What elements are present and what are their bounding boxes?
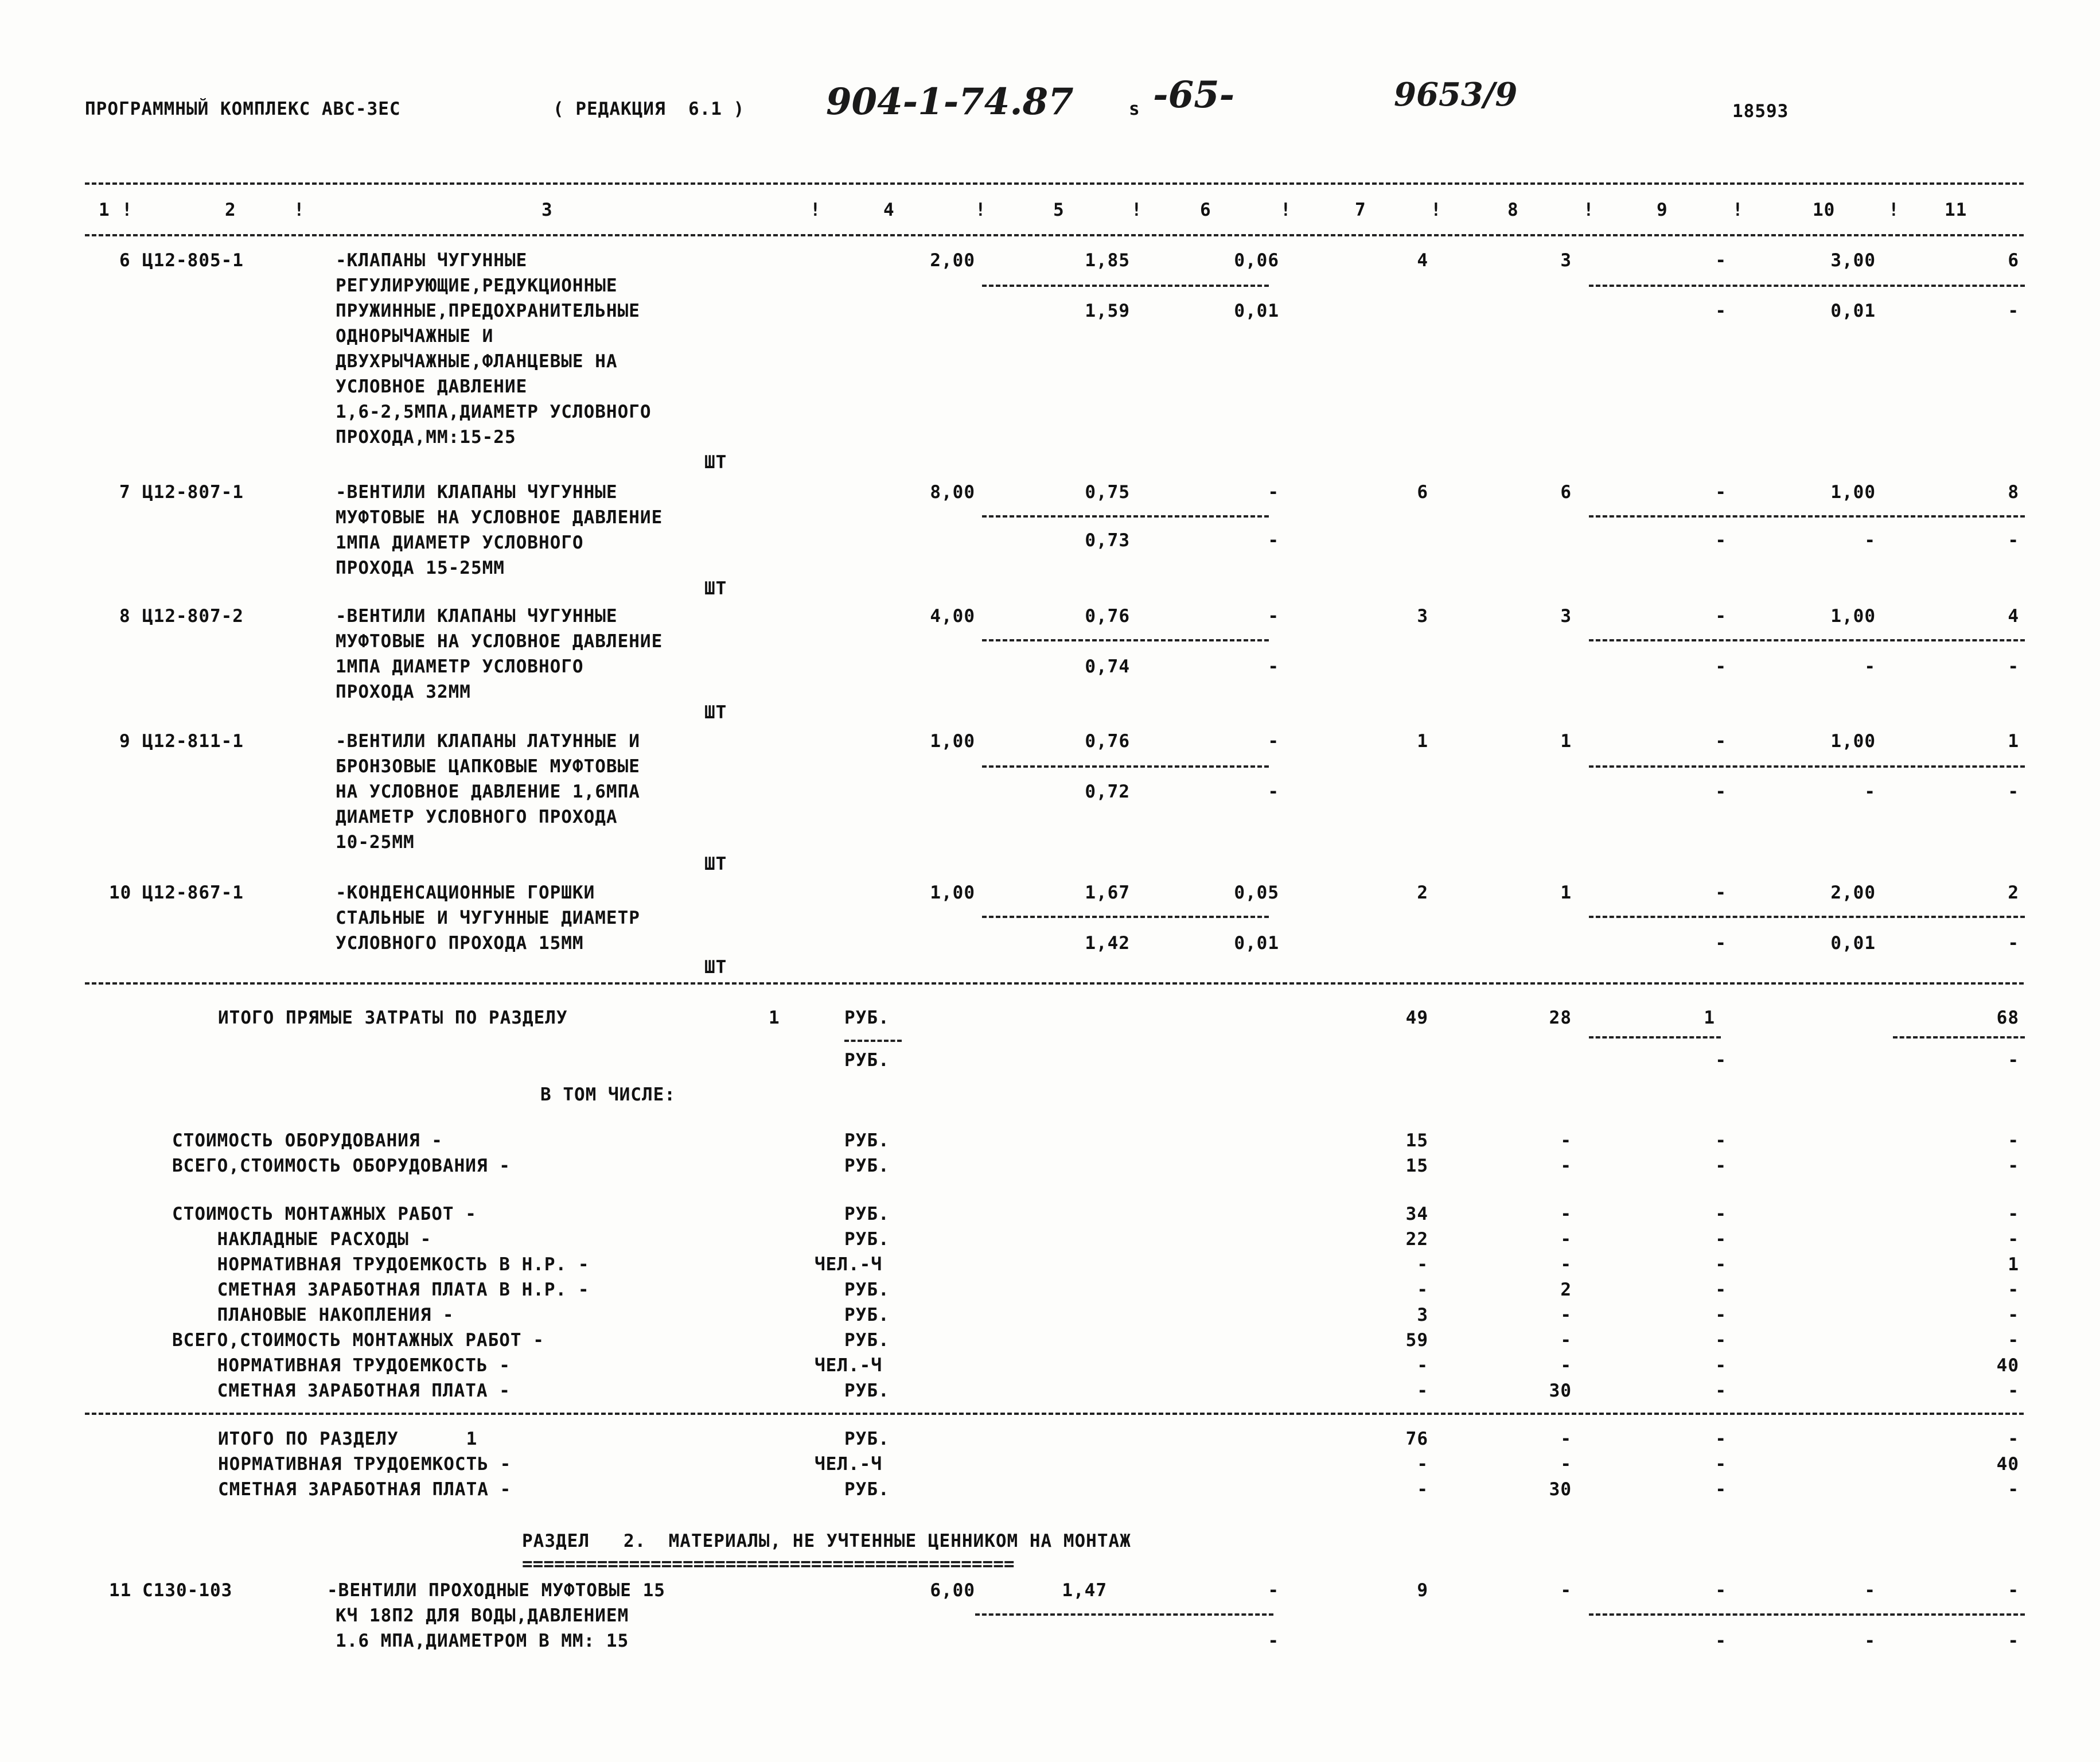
item-cost-col8: 3 xyxy=(1560,606,1572,627)
item-cost-col9: - xyxy=(1715,482,1727,503)
item-name-line: РЕГУЛИРУЮЩИЕ,РЕДУКЦИОННЫЕ xyxy=(336,275,618,296)
col-sep: ! xyxy=(1280,200,1292,220)
item-cost-col9: - xyxy=(1715,250,1727,271)
item-cost-col6: 0,05 xyxy=(1234,882,1279,903)
item-cost-col11: 4 xyxy=(2008,606,2019,627)
item-cost-col6: - xyxy=(1268,731,1279,752)
breakdown-label: СМЕТНАЯ ЗАРАБОТНАЯ ПЛАТА В Н.Р. - xyxy=(172,1279,590,1300)
breakdown-unit: РУБ. xyxy=(844,1229,890,1250)
breakdown-col8: 2 xyxy=(1560,1279,1572,1300)
col-6: 6 xyxy=(1200,200,1211,220)
item-wage-col5: 0,73 xyxy=(1085,530,1130,551)
item-wage-col5: 1,42 xyxy=(1085,933,1130,954)
item-unit: ШТ xyxy=(704,578,727,599)
item-cost-col5: 1,85 xyxy=(1085,250,1130,271)
sub-rule xyxy=(982,515,1269,518)
breakdown-col8: - xyxy=(1560,1229,1572,1250)
item-cost-col9: - xyxy=(1715,731,1727,752)
including-label: В ТОМ ЧИСЛЕ: xyxy=(540,1084,676,1105)
breakdown-col7: 59 xyxy=(1405,1330,1428,1351)
item-cost-col11: 6 xyxy=(2008,250,2019,271)
item-wage-col6: - xyxy=(1268,656,1279,677)
sub-rule xyxy=(844,1040,902,1042)
item-name-line: НА УСЛОВНОЕ ДАВЛЕНИЕ 1,6МПА xyxy=(336,781,640,802)
item-wage-col9: - xyxy=(1715,933,1727,954)
item-name-line: -КЛАПАНЫ ЧУГУННЫЕ xyxy=(336,250,528,271)
section-total-col11: - xyxy=(2008,1479,2019,1500)
item-number: 6 xyxy=(119,250,131,271)
item-number: 9 xyxy=(119,731,131,752)
item-cost-col5: 0,76 xyxy=(1085,606,1130,627)
breakdown-col8: - xyxy=(1560,1204,1572,1224)
item-wage-col10: 0,01 xyxy=(1830,933,1876,954)
section-total-col9: - xyxy=(1715,1454,1727,1475)
item-wage-col10: - xyxy=(1864,656,1876,677)
item-cost-col10: 1,00 xyxy=(1830,482,1876,503)
item-wage-col6: 0,01 xyxy=(1234,933,1279,954)
breakdown-col11: 40 xyxy=(1996,1355,2019,1376)
item-cost-col9: - xyxy=(1715,882,1727,903)
breakdown-label: ПЛАНОВЫЕ НАКОПЛЕНИЯ - xyxy=(172,1305,454,1325)
rule-header-bottom xyxy=(85,234,2024,236)
section-total-col9: - xyxy=(1715,1429,1727,1449)
breakdown-col11: - xyxy=(2008,1130,2019,1151)
breakdown-unit: РУБ. xyxy=(844,1130,890,1151)
breakdown-col9: - xyxy=(1715,1279,1727,1300)
breakdown-col9: - xyxy=(1715,1254,1727,1275)
item-name-line: ОДНОРЫЧАЖНЫЕ И xyxy=(336,326,494,347)
item-name-line: 1,6-2,5МПА,ДИАМЕТР УСЛОВНОГО xyxy=(336,402,652,422)
breakdown-col8: 30 xyxy=(1549,1380,1572,1401)
breakdown-unit: ЧЕЛ.-Ч xyxy=(815,1254,882,1275)
item-cost-col7: 2 xyxy=(1417,882,1428,903)
sub-rule xyxy=(1893,1036,2025,1038)
item-cost-col6: 0,06 xyxy=(1234,250,1279,271)
item-cost-col10: 3,00 xyxy=(1830,250,1876,271)
col-sep: ! xyxy=(1431,200,1442,220)
item-code: Ц12-811-1 xyxy=(142,731,244,752)
col-sep: ! xyxy=(1888,200,1900,220)
col-sep: ! xyxy=(1732,200,1744,220)
item-name-line: ПРОХОДА,ММ:15-25 xyxy=(336,427,516,448)
item-wage-col9: - xyxy=(1715,656,1727,677)
section-total-col8: - xyxy=(1560,1454,1572,1475)
item-quantity: 1,00 xyxy=(930,882,975,903)
section-total-label: НОРМАТИВНАЯ ТРУДОЕМКОСТЬ - xyxy=(218,1454,512,1475)
item-name-line: -КОНДЕНСАЦИОННЫЕ ГОРШКИ xyxy=(336,882,595,903)
item-name-line: БРОНЗОВЫЕ ЦАПКОВЫЕ МУФТОВЫЕ xyxy=(336,756,640,777)
section-total-col8: 30 xyxy=(1549,1479,1572,1500)
item-cost-col9: - xyxy=(1715,606,1727,627)
item-code: Ц12-805-1 xyxy=(142,250,244,271)
item-name-line: СТАЛЬНЫЕ И ЧУГУННЫЕ ДИАМЕТР xyxy=(336,908,640,928)
col-sep: ! xyxy=(810,200,821,220)
item-code: Ц12-807-1 xyxy=(142,482,244,503)
section-total-col8: - xyxy=(1560,1429,1572,1449)
item-cost-col8: 6 xyxy=(1560,482,1572,503)
item-wage-col11: - xyxy=(2008,301,2019,321)
item-wage-col11: - xyxy=(2008,933,2019,954)
item-code: Ц12-867-1 xyxy=(142,882,244,903)
item-wage-col9: - xyxy=(1715,1631,1727,1651)
breakdown-col11: - xyxy=(2008,1204,2019,1224)
col-1: 1 xyxy=(99,200,110,220)
col-10: 10 xyxy=(1813,200,1836,220)
breakdown-col9: - xyxy=(1715,1229,1727,1250)
item-cost-col7: 6 xyxy=(1417,482,1428,503)
item-wage-col5: 0,72 xyxy=(1085,781,1130,802)
col-3: 3 xyxy=(541,200,553,220)
item-number: 10 xyxy=(109,882,132,903)
item-name-line: МУФТОВЫЕ НА УСЛОВНОЕ ДАВЛЕНИЕ xyxy=(336,507,663,528)
sub-rule xyxy=(982,639,1269,641)
item-quantity: 6,00 xyxy=(930,1580,975,1601)
total-col8: 28 xyxy=(1549,1008,1572,1028)
col-2: 2 xyxy=(225,200,236,220)
item-name-line: КЧ 18П2 ДЛЯ ВОДЫ,ДАВЛЕНИЕМ xyxy=(336,1605,629,1626)
breakdown-col9: - xyxy=(1715,1204,1727,1224)
breakdown-label: НАКЛАДНЫЕ РАСХОДЫ - xyxy=(172,1229,432,1250)
section-2-title: РАЗДЕЛ 2. МАТЕРИАЛЫ, НЕ УЧТЕННЫЕ ЦЕННИКОМ НА МОНТАЖ xyxy=(522,1531,1131,1551)
col-4: 4 xyxy=(883,200,895,220)
sub-rule xyxy=(1589,285,2025,287)
item-name-line: ПРОХОДА 15-25ММ xyxy=(336,558,505,578)
item-wage-col10: - xyxy=(1864,530,1876,551)
breakdown-label: НОРМАТИВНАЯ ТРУДОЕМКОСТЬ - xyxy=(172,1355,511,1376)
sub-rule xyxy=(982,765,1269,768)
item-number: 8 xyxy=(119,606,131,627)
breakdown-col7: 15 xyxy=(1405,1156,1428,1176)
breakdown-col7: - xyxy=(1417,1279,1428,1300)
item-name-line: -ВЕНТИЛИ КЛАПАНЫ ЧУГУННЫЕ xyxy=(336,606,618,627)
item-cost-col11: 1 xyxy=(2008,731,2019,752)
item-wage-col10: - xyxy=(1864,781,1876,802)
section-2-underline: ============================================== xyxy=(522,1554,1015,1574)
item-cost-col10: 1,00 xyxy=(1830,606,1876,627)
breakdown-unit: РУБ. xyxy=(844,1380,890,1401)
item-name-line: ПРУЖИННЫЕ,ПРЕДОХРАНИТЕЛЬНЫЕ xyxy=(336,301,640,321)
section-total-col7: - xyxy=(1417,1454,1428,1475)
item-cost-col5: 0,75 xyxy=(1085,482,1130,503)
section-total-unit: РУБ. xyxy=(844,1429,890,1449)
item-unit: ШТ xyxy=(704,702,727,723)
item-wage-col11: - xyxy=(2008,530,2019,551)
doc-number-handwritten: 9653/9 xyxy=(1394,76,1518,114)
section-total-col11: - xyxy=(2008,1429,2019,1449)
item-cost-col5: 1,67 xyxy=(1085,882,1130,903)
section-total-col7: 76 xyxy=(1405,1429,1428,1449)
col-sep: ! xyxy=(294,200,305,220)
section-total-label: СМЕТНАЯ ЗАРАБОТНАЯ ПЛАТА - xyxy=(218,1479,512,1500)
item-code: Ц12-807-2 xyxy=(142,606,244,627)
item-name-line: МУФТОВЫЕ НА УСЛОВНОЕ ДАВЛЕНИЕ xyxy=(336,631,663,652)
breakdown-col8: - xyxy=(1560,1254,1572,1275)
item-cost-col5: 1,47 xyxy=(1062,1580,1107,1601)
edition-label: ( РЕДАКЦИЯ 6.1 ) xyxy=(553,99,745,119)
sub-rule xyxy=(982,285,1269,287)
breakdown-col8: - xyxy=(1560,1355,1572,1376)
item-unit: ШТ xyxy=(704,854,727,874)
breakdown-unit: РУБ. xyxy=(844,1305,890,1325)
breakdown-col7: 15 xyxy=(1405,1130,1428,1151)
sub-rule xyxy=(1589,916,2025,918)
item-wage-col9: - xyxy=(1715,781,1727,802)
sub-rule xyxy=(1589,765,2025,768)
breakdown-col7: - xyxy=(1417,1355,1428,1376)
item-quantity: 4,00 xyxy=(930,606,975,627)
sub-rule xyxy=(1589,639,2025,641)
item-cost-col7: 1 xyxy=(1417,731,1428,752)
total-unit: РУБ. xyxy=(844,1008,890,1028)
item-cost-col8: 1 xyxy=(1560,882,1572,903)
item-name-line: -ВЕНТИЛИ КЛАПАНЫ ЧУГУННЫЕ xyxy=(336,482,618,503)
item-cost-col11: - xyxy=(2008,1580,2019,1601)
section-total-col7: - xyxy=(1417,1479,1428,1500)
item-cost-col8: - xyxy=(1560,1580,1572,1601)
total-col9: 1 xyxy=(1704,1008,1715,1028)
sub-rule xyxy=(1589,1036,1721,1038)
item-unit: ШТ xyxy=(704,452,727,473)
sub-rule xyxy=(1589,515,2025,518)
sub-rule xyxy=(982,916,1269,918)
breakdown-label: СМЕТНАЯ ЗАРАБОТНАЯ ПЛАТА - xyxy=(172,1380,511,1401)
item-name-line: -ВЕНТИЛИ КЛАПАНЫ ЛАТУННЫЕ И xyxy=(336,731,640,752)
col-5: 5 xyxy=(1053,200,1065,220)
item-wage-col11: - xyxy=(2008,781,2019,802)
col-11: 11 xyxy=(1945,200,1967,220)
item-name-line: ДВУХРЫЧАЖНЫЕ,ФЛАНЦЕВЫЕ НА xyxy=(336,351,618,372)
item-name-line: 1МПА ДИАМЕТР УСЛОВНОГО xyxy=(336,656,584,677)
breakdown-unit: РУБ. xyxy=(844,1279,890,1300)
breakdown-col7: 3 xyxy=(1417,1305,1428,1325)
item-cost-col6: - xyxy=(1268,1580,1279,1601)
breakdown-col9: - xyxy=(1715,1380,1727,1401)
breakdown-col8: - xyxy=(1560,1305,1572,1325)
col-sep: ! xyxy=(122,200,133,220)
doc-code: 18593 xyxy=(1732,101,1789,122)
item-cost-col10: 2,00 xyxy=(1830,882,1876,903)
item-cost-col6: - xyxy=(1268,482,1279,503)
breakdown-col11: - xyxy=(2008,1156,2019,1176)
item-cost-col10: 1,00 xyxy=(1830,731,1876,752)
breakdown-label: ВСЕГО,СТОИМОСТЬ МОНТАЖНЫХ РАБОТ - xyxy=(172,1330,544,1351)
breakdown-col11: 1 xyxy=(2008,1254,2019,1275)
item-wage-col9: - xyxy=(1715,530,1727,551)
item-cost-col8: 1 xyxy=(1560,731,1572,752)
breakdown-col9: - xyxy=(1715,1330,1727,1351)
item-wage-col9: - xyxy=(1715,301,1727,321)
item-wage-col6: 0,01 xyxy=(1234,301,1279,321)
item-cost-col10: - xyxy=(1864,1580,1876,1601)
item-number: 7 xyxy=(119,482,131,503)
page-number-handwritten: -65- xyxy=(1153,73,1235,116)
col-sep: ! xyxy=(975,200,987,220)
item-cost-col6: - xyxy=(1268,606,1279,627)
item-quantity: 2,00 xyxy=(930,250,975,271)
breakdown-label: СТОИМОСТЬ МОНТАЖНЫХ РАБОТ - xyxy=(172,1204,477,1224)
sub-rule xyxy=(1589,1613,2025,1616)
item-name-line: ДИАМЕТР УСЛОВНОГО ПРОХОДА xyxy=(336,807,618,827)
breakdown-col7: 34 xyxy=(1405,1204,1428,1224)
breakdown-col7: - xyxy=(1417,1380,1428,1401)
total-col11-b: - xyxy=(2008,1050,2019,1071)
rule-items-bottom xyxy=(85,982,2024,985)
breakdown-col9: - xyxy=(1715,1130,1727,1151)
breakdown-col11: - xyxy=(2008,1330,2019,1351)
breakdown-label: НОРМАТИВНАЯ ТРУДОЕМКОСТЬ В Н.Р. - xyxy=(172,1254,590,1275)
item-name-line: УСЛОВНОГО ПРОХОДА 15ММ xyxy=(336,933,584,954)
item-wage-col10: 0,01 xyxy=(1830,301,1876,321)
project-number-handwritten: 904-1-74.87 xyxy=(826,80,1074,123)
sub-rule xyxy=(975,1613,1273,1616)
section-total-unit: РУБ. xyxy=(844,1479,890,1500)
item-wage-col6: - xyxy=(1268,781,1279,802)
breakdown-col8: - xyxy=(1560,1156,1572,1176)
total-col9-b: - xyxy=(1715,1050,1727,1071)
section-total-col9: - xyxy=(1715,1479,1727,1500)
section-total-col11: 40 xyxy=(1996,1454,2019,1475)
page-prefix: s xyxy=(1129,99,1140,119)
breakdown-label: СТОИМОСТЬ ОБОРУДОВАНИЯ - xyxy=(172,1130,443,1151)
rule-top xyxy=(85,182,2024,185)
breakdown-col9: - xyxy=(1715,1305,1727,1325)
breakdown-col9: - xyxy=(1715,1156,1727,1176)
breakdown-col7: 22 xyxy=(1405,1229,1428,1250)
breakdown-unit: РУБ. xyxy=(844,1204,890,1224)
item-cost-col7: 9 xyxy=(1417,1580,1428,1601)
item-cost-col11: 2 xyxy=(2008,882,2019,903)
section-total-unit: ЧЕЛ.-Ч xyxy=(815,1454,882,1475)
breakdown-col8: - xyxy=(1560,1330,1572,1351)
breakdown-col11: - xyxy=(2008,1229,2019,1250)
breakdown-col11: - xyxy=(2008,1380,2019,1401)
item-code: С130-103 xyxy=(142,1580,233,1601)
item-wage-col11: - xyxy=(2008,1631,2019,1651)
item-wage-col6: - xyxy=(1268,530,1279,551)
breakdown-unit: РУБ. xyxy=(844,1156,890,1176)
breakdown-col9: - xyxy=(1715,1355,1727,1376)
item-wage-col6: - xyxy=(1268,1631,1279,1651)
item-cost-col5: 0,76 xyxy=(1085,731,1130,752)
item-wage-col11: - xyxy=(2008,656,2019,677)
total-col11: 68 xyxy=(1996,1008,2019,1028)
item-quantity: 8,00 xyxy=(930,482,975,503)
breakdown-unit: ЧЕЛ.-Ч xyxy=(815,1355,882,1376)
col-9: 9 xyxy=(1657,200,1668,220)
breakdown-col8: - xyxy=(1560,1130,1572,1151)
item-cost-col7: 3 xyxy=(1417,606,1428,627)
rule-breakdown-bottom xyxy=(85,1413,2024,1415)
total-section: 1 xyxy=(769,1008,780,1028)
total-col7: 49 xyxy=(1405,1008,1428,1028)
breakdown-col7: - xyxy=(1417,1254,1428,1275)
total-label: ИТОГО ПРЯМЫЕ ЗАТРАТЫ ПО РАЗДЕЛУ xyxy=(218,1008,568,1028)
col-sep: ! xyxy=(1583,200,1595,220)
item-wage-col5: 0,74 xyxy=(1085,656,1130,677)
breakdown-label: ВСЕГО,СТОИМОСТЬ ОБОРУДОВАНИЯ - xyxy=(172,1156,511,1176)
item-name-line: -ВЕНТИЛИ ПРОХОДНЫЕ МУФТОВЫЕ 15 xyxy=(327,1580,665,1601)
item-name-line: 10-25ММ xyxy=(336,832,415,853)
breakdown-unit: РУБ. xyxy=(844,1330,890,1351)
item-cost-col8: 3 xyxy=(1560,250,1572,271)
section-total-label: ИТОГО ПО РАЗДЕЛУ 1 xyxy=(218,1429,478,1449)
breakdown-col11: - xyxy=(2008,1279,2019,1300)
col-sep: ! xyxy=(1131,200,1143,220)
item-name-line: 1МПА ДИАМЕТР УСЛОВНОГО xyxy=(336,532,584,553)
item-name-line: ПРОХОДА 32ММ xyxy=(336,682,471,702)
total-unit-2: РУБ. xyxy=(844,1050,890,1071)
item-wage-col5: 1,59 xyxy=(1085,301,1130,321)
item-cost-col9: - xyxy=(1715,1580,1727,1601)
item-name-line: 1.6 МПА,ДИАМЕТРОМ В ММ: 15 xyxy=(336,1631,629,1651)
program-name: ПРОГРАММНЫЙ КОМПЛЕКС АВС-ЗЕС xyxy=(85,99,401,119)
item-unit: ШТ xyxy=(704,957,727,978)
col-7: 7 xyxy=(1355,200,1366,220)
item-cost-col7: 4 xyxy=(1417,250,1428,271)
item-cost-col11: 8 xyxy=(2008,482,2019,503)
item-wage-col10: - xyxy=(1864,1631,1876,1651)
breakdown-col11: - xyxy=(2008,1305,2019,1325)
item-number: 11 xyxy=(109,1580,132,1601)
item-quantity: 1,00 xyxy=(930,731,975,752)
item-name-line: УСЛОВНОЕ ДАВЛЕНИЕ xyxy=(336,376,528,397)
col-8: 8 xyxy=(1507,200,1519,220)
